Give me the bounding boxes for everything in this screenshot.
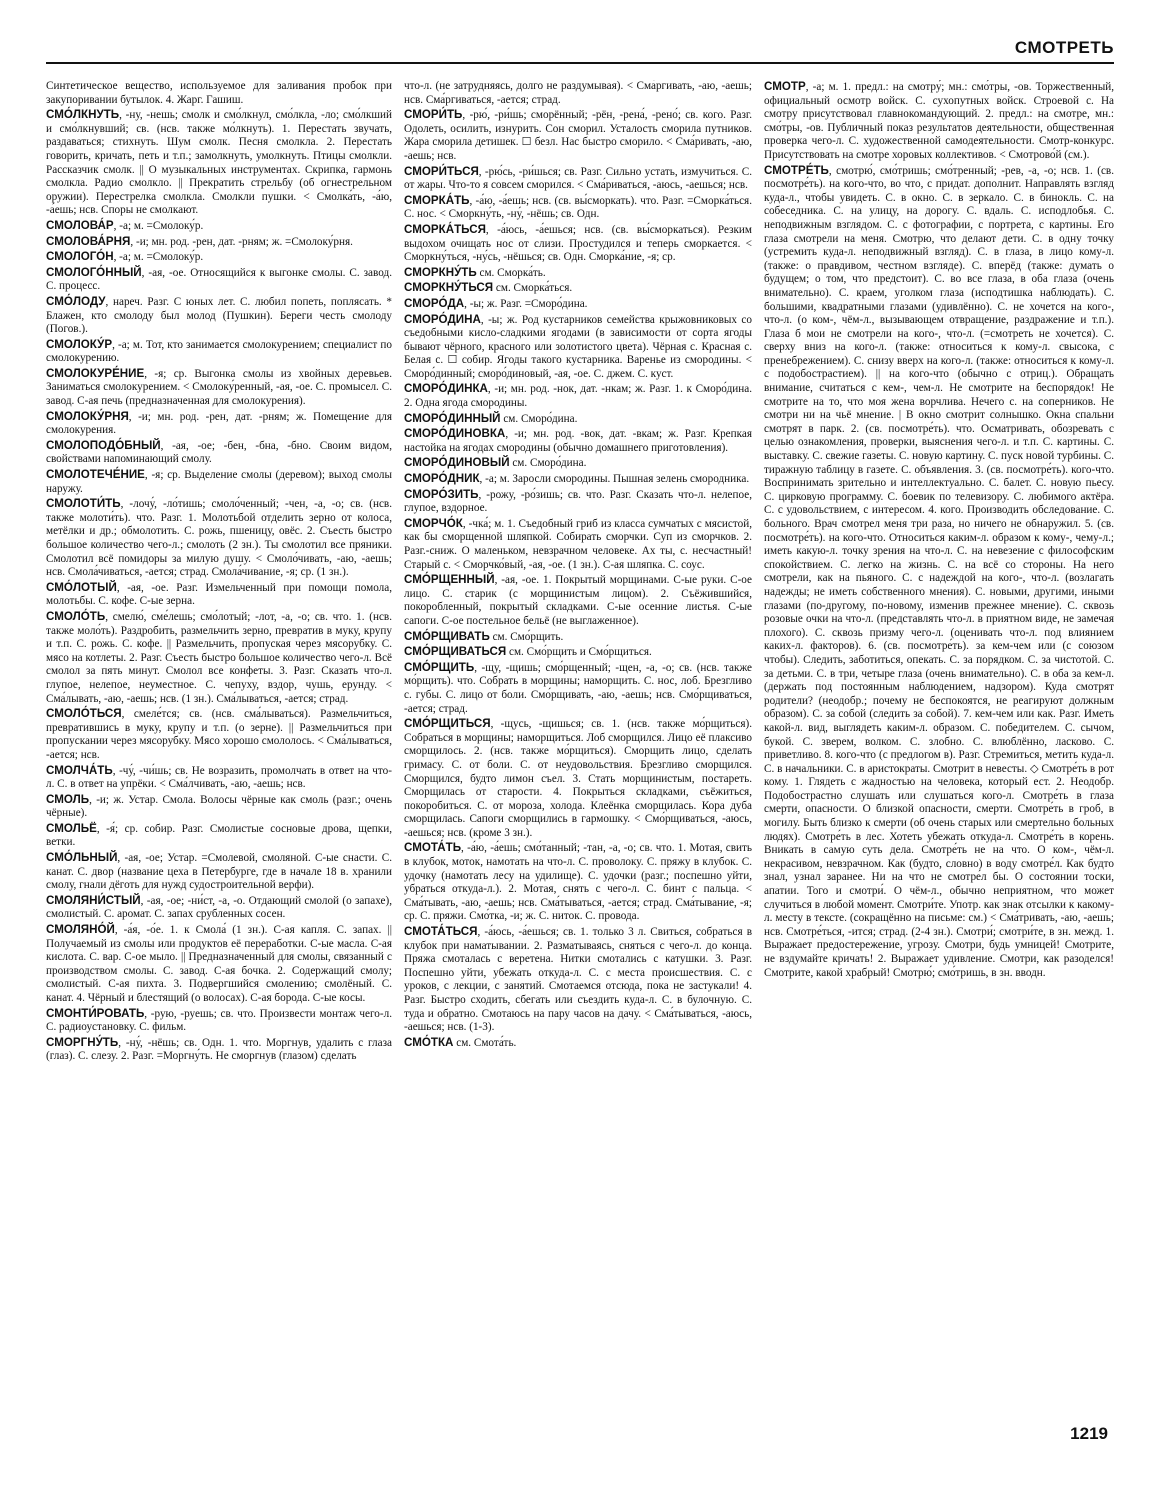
entry-definition: , -я; ср. Выгонка смолы из хвойных деревьев. Заниматься смолокурением. < Смолоку́ренный, -ая, -ое. С. промысел. С. завод. С-ая печь (предназначенная для смолокурения). bbox=[46, 367, 392, 408]
entry-headword: СМОЛЧА́ТЬ bbox=[46, 763, 113, 777]
entry-definition: см. Смота́ть. bbox=[453, 1036, 517, 1049]
entry-headword: СМОРО́ЗИТЬ bbox=[404, 487, 479, 501]
dictionary-entry bbox=[46, 367, 392, 409]
dictionary-entry bbox=[46, 581, 392, 609]
running-head: СМОТРЕТЬ bbox=[1014, 38, 1114, 57]
dictionary-entry bbox=[404, 472, 752, 487]
entry-headword: СМОТА́ТЬСЯ bbox=[404, 925, 478, 939]
dictionary-entry bbox=[46, 295, 392, 337]
dictionary-entry bbox=[46, 851, 392, 893]
entry-definition: , -а́юсь, -а́ешься; св. 1. только 3 л. Свиться, собраться в клубок при наматывании. 2. Разматываясь, сняться с чего-л. до конца. Пряжа смоталась с веретена. Нитки смотались с катушки. 3. Разг. Поспешно уйти, убежать откуда-л. С. с места происшествия. С. с уроков, с лекции, с занятий. Смотаемся отсюда, пока не застукали! 4. Разг. Быстро сходить, сбегать или съездить куда-л. С. в булочную. С. туда и обратно. Смотаюсь на пару часов на дачу. < Сма́тываться, -аюсь, -аешься; нсв. (1-3). bbox=[404, 926, 752, 1034]
entry-definition: , -ы; ж. Род кустарников семейства крыжовниковых со съедобными кисло-сладкими ягодами (в зависимости от сорта ягоды бывают чёрного, красного или золотистого цвета). Чёрная с. Красная с. Белая с. ☐ собир. Ягоды такого кустарника. Варенье из смородины. < Сморо́динный; сморо́диновый, -ая, -ое. С. джем. С. куст. bbox=[404, 313, 752, 380]
entry-headword: СМО́ЛЬНЫЙ bbox=[46, 851, 118, 865]
entry-definition: , -рожу, -ро́зишь; св. что. Разг. Сказать что-л. нелепое, глупое, вздорное. bbox=[404, 488, 752, 515]
dictionary-entry bbox=[404, 165, 752, 193]
entry-definition: , -а; м. 1. предл.: на смотру́; мн.: смо́тры, -ов. Торжественный, официальный осмотр войск. С. сухопутных войск. Строевой с. На смотру присутствовал главнокомандующий. 2. предл.: на смотре, мн.: смо́тры, -ов. Публичный показ результатов деятельности, общественная проверка чего-л. С. художественной самодеятельности. Смотр-конкурс. Присутствовать на смотре хоровых коллективов. < Смотрово́й (см.). bbox=[764, 81, 1114, 161]
entry-definition: что-л. (не затрудняясь, долго не раздумывая). < Сма́ргивать, -аю, -аешь; нсв. Сма́ргиваться, -ается; страд. bbox=[404, 80, 752, 106]
entry-definition: , -рую, -руешь; св. что. Произвести монтаж чего-л. С. радиоустановку. С. фильм. bbox=[46, 1007, 392, 1034]
entry-headword: СМОЛОВА́Р bbox=[46, 218, 114, 232]
entry-definition: , -ая, -ое. Относящийся к выгонке смолы. С. завод. С. процесс. bbox=[46, 266, 392, 293]
entry-definition: , -а́юсь, -а́ешься; нсв. (св. вы́сморкаться). Резким выдохом очищать нос от слизи. Простудился и теперь сморкается. < Сморкну́ться, -ну́сь, -нёшься; св. Одн. Сморка́ние, -я; ср. bbox=[404, 223, 752, 264]
dictionary-entry bbox=[404, 517, 752, 572]
entry-definition: , -и; мн. род. -нок, дат. -нкам; ж. Разг. 1. к Сморо́дина. 2. Одна ягода смородины. bbox=[404, 383, 752, 410]
dictionary-entry bbox=[404, 382, 752, 410]
entry-headword: СМОЛОВА́РНЯ bbox=[46, 234, 131, 248]
dictionary-entry bbox=[404, 1036, 752, 1051]
dictionary-entry bbox=[404, 281, 752, 296]
entry-definition: , -ая, -ое; Устар. =Смолевой, смоляной. С-ые снасти. С. канат. С. двор (название цеха в Петербурге, где в начале 18 в. хранили смолу, гнали дёготь для нужд судостроительной верфи). bbox=[46, 852, 392, 892]
entry-definition: , -и; мн. род. -вок, дат. -вкам; ж. Разг. Крепкая настойка на ягодах смородины (обычно домашнего приготовления). bbox=[404, 428, 752, 454]
dictionary-entry bbox=[46, 468, 392, 496]
entry-definition: , -ы; ж. Разг. =Сморо́дина. bbox=[464, 297, 588, 310]
entry-headword: СМОЛОПОДО́БНЫЙ bbox=[46, 438, 161, 452]
dictionary-entry bbox=[404, 412, 752, 427]
entry-definition: , -я; ср. Выделение смолы (деревом); выход смолы наружу. bbox=[46, 469, 392, 495]
entry-headword: СМОРКНУ́ТЬСЯ bbox=[404, 281, 494, 295]
column-2 bbox=[404, 80, 752, 1420]
dictionary-entry bbox=[46, 410, 392, 438]
entry-headword: СМОРЧО́К bbox=[404, 516, 463, 530]
entry-headword: СМОРКА́ТЬ bbox=[404, 193, 470, 207]
dictionary-entry bbox=[46, 266, 392, 294]
dictionary-entry bbox=[46, 707, 392, 762]
entry-definition: , -ну, -нешь; смолк и смо́лкнул, смо́лкла, -ло; смо́лкший и смо́лкнувший; св. (нсв. также мо́лкнуть). 1. Перестать звучать, раздаваться; стихнуть. Шум смолк. Песня смолкла. 2. Перестать говорить, кричать, петь и т.п.; замолкнуть, умолкнуть. Птицы смолкли. Рассказчик смолк. || О музыкальных инструментах. Скрипка, гармонь смолкла. Радио смолкло. || Прекратить стрельбу (об огнестрельном оружии). Перестрелка смолкла. Смолкли пушки. < Смолка́ть, -а́ю, -а́ешь; нсв. Споры не смолкают. bbox=[46, 109, 392, 217]
entry-headword: СМО́РЩИВАТЬСЯ bbox=[404, 645, 507, 659]
entry-definition: , -а́ю, -а́ешь; смо́танный; -тан, -а, -о; св. что. 1. Мотая, свить в клубок, моток, намотать на что-л. С. проволоку. С. пряжу в клубок. С. удочку (намотать лесу на удилище). С. удочки (разг.; поспешно уйти, убраться откуда-л.). 2. Мотая, снять с чего-л. С. бинт с пальца. < Сма́тывать, -аю, -аешь; нсв. Сма́тываться, -ается; страд. Сма́тывание, -я; ср. С. пряжи. Смо́тка, -и; ж. С. ниток. С. провода. bbox=[404, 842, 752, 923]
entry-definition: , -а; м. Тот, кто занимается смолокурением; специалист по смолокурению. bbox=[46, 338, 392, 365]
entry-headword: СМО́РЩИТЬ bbox=[404, 660, 475, 674]
entry-definition: , -ну́, -нёшь; св. Одн. 1. что. Моргнув, удалить с глаза (глаз). С. слезу. 2. Разг. =Моргну́ть. Не сморгнув (глазом) сделать bbox=[46, 1036, 392, 1063]
entry-definition: , -ая, -ое; -бен, -бна, -бно. Своим видом, свойствами напоминающий смолу. bbox=[46, 439, 392, 466]
entry-definition: , смотрю́, смо́тришь; смо́тренный; -рев, -а, -о; нсв. 1. (св. посмотре́ть). на кого-что, во что, с придат. дополнит. Направлять взгляд куда-л., чтобы увидеть. С. в окно. С. в зеркало. С. в бинокль. С. на собеседника. С. на улицу, на дорогу. С. вдаль. С. исподлобья. С. неподвижным взглядом. С. с фотографии, с портрета, с картины. Его глаза смотрели на меня. Смотрю, что делают дети. С. в одну точку (устремить куда-л. неподвижный взгляд). С. в глаза, в лицо кому-л. (также: о правдивом, честном взгляде). С. вперёд (также: думать о будущем; о том, что предстоит). С. во все глаза, в оба глаза (очень внимательно). С. краем, уголком глаза (исподтишка наблюдать). С. большими, квадратными глазами (удивлённо). С. не хочется на кого-, что-л. (о ком-, чём-л., вызывающем отвращение, раздражение и т.п.). Глаза б мои не смотрели на кого-, что-л. (=смотреть не хочется). С. сверху вниз на кого-л. (также: относиться к кому-л. свысока, с пренебрежением). С. снизу вверх на кого-л. (также: относиться к кому-л. с подобострастием). || на кого-что (обычно с отриц.). Обращать внимание, считаться с кем-, чем-л. Не смотрите на беспорядок! Не смотрите на то, что моя жена ворчлива. Нечего с. на соперников. Не смотри ни на чьё мнение. | В окно смотрит солнышко. Окна спальни смотрят в парк. 2. (св. посмотре́ть). что. Осматривать, обозревать с целью ознакомления, проверки, выяснения чего-л. и т.п. С. картины. С. выставку. С. свежие газеты. С. новую картину. С. пуск новой турбины. С. тиражную таблицу в газете. С. объявления. 3. (св. посмотре́ть). кого-что. Воспринимать зрительно и интеллектуально. С. балет. С. новую пьесу. С. цирковую программу. С. боевик по телевизору. С. любимого актёра. С. с удовольствием, с интересом. 4. кого. Производить обследование. С. больного. Врач смотрел меня три раза, но ничего не обнаружил. 5. (св. посмотре́ть). на кого-что. Относиться каким-л. образом к кому-, чему-л.; иметь какую-л. точку зрения на что-л. С. на невезение с философским спокойствием. С. легко на жизнь. С. на всё со стороны. На него смотрели, как на пьяного. С. с надеждой на кого-, что-л. (возлагать надежды; не иметь собственного мнения). С. новыми, другими, иными глазами (по-другому, по-новому, изменив прежнее мнение). С. сквозь розовые очки на что-л. (представлять что-л. в приятном виде, не замечая плохого). С. сквозь призму чего-л. (оценивать что-л. под влиянием каких-л. факторов). 6. (св. посмотре́ть). за кем-чем или (с союзом чтобы). Следить, заботиться, опекать. С. за порядком. С. за чистотой. С. за детьми. С. в три, четыре глаза (очень внимательно). С. в оба за кем-л. (держать под постоянным наблюдением, надзором). Куда смотрят родители? (неодобр.; почему не беспокоятся, не реагируют должным образом). С. за собой (следить за собой). 7. кем-чем или как. Разг. Иметь какой-л. вид, выглядеть каким-л. образом. С. победителем. С. сычом, букой. С. зверем, волком. С. злобно. С. влюблённо, ласково. С. приветливо. 8. кого-что (с предлогом в). Разг. Стремиться, метить куда-л. С. в начальники. С. в аристократы. Смотрит в невесты. ◇ Смотре́ть в рот кому. 1. Глядеть с жадностью на человека, который ест. 2. Неодобр. Подобострастно слушать или слушаться кого-л. Смотре́ть в глаза смерти, опасности. О близкой опасности, смерти. Смотре́ть в гроб, в могилу. Быть близко к смерти (об очень старых или смертельно больных людях). Смотре́ть в лес. Хотеть убежать откуда-л. Смотре́ть в корень. Вникать в самую суть дела. Смотре́ть не на что. О ком-, чём-л. некрасивом, невзрачном. Как (будто, словно) в воду смотре́л. Как будто знал, узнал заранее. Ни на что не смотре́л бы. О состоянии тоски, апатии. Того и смотри́. О чём-л., обычно неприятном, что может случиться в любой момент. Смотри́те. Употр. как знак отсылки к какому-л. месту в тексте. (сокращённо на письме: см.) < Сма́тривать, -аю, -аешь; нсв. Смотре́ться, -ится; страд. (2-4 зн.). Смотри́; смотри́те, в зн. межд. 1. Выражает предостережение, угрозу. Смотри, будь умницей! Смотрите, не вздумайте кричать! 2. Выражает удивление. Смотри, как разоделся! Смотрите, какой храбрый! Смотрю́; смо́тришь, в зн. вводн. bbox=[764, 164, 1114, 979]
entry-headword: СМОЛОГО́Н bbox=[46, 250, 114, 264]
dictionary-entry bbox=[46, 250, 392, 265]
dictionary-entry bbox=[404, 80, 752, 107]
entry-headword: СМОНТИ́РОВАТЬ bbox=[46, 1006, 145, 1020]
dictionary-entry bbox=[404, 488, 752, 516]
entry-headword: СМОЛОТЕЧЕ́НИЕ bbox=[46, 468, 145, 482]
entry-definition: , -а́ю, -а́ешь; нсв. (св. вы́сморкать). что. Разг. =Сморка́ться. С. нос. < Сморкну́ть, -ну́, -нёшь; св. Одн. bbox=[404, 194, 752, 221]
dictionary-entry bbox=[404, 108, 752, 163]
entry-headword: СМОЛЬ bbox=[46, 792, 90, 806]
entry-headword: СМОРКНУ́ТЬ bbox=[404, 265, 477, 279]
entry-definition: , -и; мн. род. -рен, дат. -рням; ж. =Смолоку́рня. bbox=[130, 235, 353, 248]
entry-headword: СМОРО́ДИНА bbox=[404, 312, 481, 326]
entry-headword: СМОРО́ДА bbox=[404, 296, 465, 310]
entry-headword: СМОТР bbox=[764, 80, 806, 93]
column-1 bbox=[46, 80, 392, 1420]
entry-definition: , -чка́; м. 1. Съедобный гриб из класса сумчатых с мясистой, как бы сморщенной шляпкой. Собирать сморчки. Суп из сморчков. 2. Разг.-сниж. О маленьком, невзрачном человеке. Ах ты, с. несчастный! Старый с. < Сморчко́вый, -ая, -ое. (1 зн.). С-ая шляпка. С. соус. bbox=[404, 517, 752, 571]
entry-definition: , нареч. Разг. С юных лет. С. любил попеть, поплясать. * Блажен, кто смолоду был молод (Пушкин). Береги честь смолоду (Погов.). bbox=[46, 295, 392, 336]
entry-headword: СМОРГНУ́ТЬ bbox=[46, 1035, 119, 1049]
dictionary-entry bbox=[46, 764, 392, 792]
entry-headword: СМОРИ́ТЬ bbox=[404, 108, 463, 122]
dictionary-entry bbox=[46, 235, 392, 250]
dictionary-entry bbox=[46, 439, 392, 467]
entry-definition: , -а; м. =Смолоку́р. bbox=[113, 219, 204, 232]
dictionary-entry bbox=[46, 923, 392, 1006]
entry-definition: см. Сморо́дина. bbox=[500, 412, 578, 425]
entry-headword: СМО́ТКА bbox=[404, 1035, 454, 1049]
entry-headword: СМОЛОКУ́Р bbox=[46, 337, 113, 351]
entry-headword: СМОРО́ДИНОВКА bbox=[404, 427, 506, 441]
dictionary-entry bbox=[404, 925, 752, 1035]
dictionary-entry bbox=[764, 80, 1114, 163]
entry-definition: см. Сморо́дина. bbox=[509, 457, 587, 470]
entry-definition: , -лочу́, -ло́тишь; смоло́ченный; -чен, -а, -о; св. (нсв. также молоти́ть). что. Разг. 1. Молотьбой отделить зерно от колоса, метёлки и др.; обмолотить. С. рожь, пшеницу, овёс. 2. Съесть быстро большое количество чего-л.; смолоть (2 зн.). Ты смолотил все пряники. Смолотил всё помидоры за милую душу. < Смоло́чивать, -аю, -аешь; нсв. Смола́чиваться, -ается; страд. Смола́чивание, -я; ср. (1 зн.). bbox=[46, 498, 392, 579]
dictionary-entry bbox=[404, 313, 752, 382]
dictionary-entry bbox=[764, 164, 1114, 981]
entry-definition: , -а́я, -о́е. 1. к Смола́ (1 зн.). С-ая капля. С. запах. || Получаемый из смолы или продуктов её переработки. С-ые масла. С-ая кислота. С. вар. С-ое мыло. || Предназначенный для смолы, связанный с производством смолы. С. завод. С-ая бочка. 2. Содержащий смолу; смолистый. С-ая пихта. 3. Подвергшийся смолению; смолёный. С. канат. 4. Чёрный и блестящий (о волосах). С-ая борода. С-ые косы. bbox=[46, 924, 392, 1004]
dictionary-entry bbox=[404, 573, 752, 628]
dictionary-entry bbox=[46, 610, 392, 706]
dictionary-entry bbox=[46, 108, 392, 218]
column-3 bbox=[764, 80, 1114, 1420]
dictionary-entry bbox=[46, 80, 392, 107]
dictionary-entry bbox=[404, 645, 752, 660]
entry-headword: СМОТРЕ́ТЬ bbox=[764, 163, 829, 177]
entry-definition: см. Сморка́ть. bbox=[476, 266, 546, 279]
entry-definition: , -чу́, -чи́шь; св. Не возразить, промолчать в ответ на что-л. С. в ответ на упрёки. < Сма́лчивать, -аю, -аешь; нсв. bbox=[46, 764, 392, 791]
entry-definition: , -рю́сь, -ри́шься; св. Разг. Сильно устать, измучиться. С. от жары. Что-то я совсем сморился. < Сма́риваться, -аюсь, -аешься; нсв. bbox=[404, 165, 752, 192]
dictionary-entry bbox=[404, 297, 752, 312]
entry-definition: , -ая, -ое. 1. Покрытый морщинами. С-ые руки. С-ое лицо. С. старик (с морщинистым лицом). 2. Съёжившийся, покоробленный, покрытый складками. С-ые осенние листья. С-ые сапоги. С-ое постельное бельё (не выглаженное). bbox=[404, 574, 752, 627]
entry-headword: СМОЛО́ТЬСЯ bbox=[46, 707, 122, 721]
entry-headword: СМОЛОТИ́ТЬ bbox=[46, 497, 121, 511]
entry-definition: , -ая, -ое; -ни́ст, -а, -о. Отдающий смолой (о запахе), смолистый. С. аромат. С. запах срубленных сосен. bbox=[46, 894, 392, 921]
entry-headword: СМОРИ́ТЬСЯ bbox=[404, 164, 479, 178]
entry-headword: СМО́ЛОТЫЙ bbox=[46, 580, 117, 594]
dictionary-entry bbox=[404, 717, 752, 840]
entry-headword: СМОРКА́ТЬСЯ bbox=[404, 222, 486, 236]
entry-headword: СМОРО́ДИНКА bbox=[404, 382, 488, 396]
header-rule bbox=[46, 62, 1114, 64]
entry-headword: СМО́ЛКНУТЬ bbox=[46, 108, 120, 122]
entry-definition: см. Сморка́ться. bbox=[493, 282, 573, 295]
entry-headword: СМОРО́ДИНОВЫЙ bbox=[404, 456, 510, 470]
entry-headword: СМО́РЩИТЬСЯ bbox=[404, 717, 491, 731]
dictionary-entry bbox=[46, 1007, 392, 1035]
entry-headword: СМОЛО́ТЬ bbox=[46, 609, 106, 623]
entry-headword: СМОЛЯНО́Й bbox=[46, 923, 115, 937]
dictionary-entry bbox=[46, 894, 392, 922]
dictionary-entry bbox=[404, 630, 752, 645]
dictionary-entry bbox=[46, 338, 392, 366]
dictionary-entry bbox=[46, 219, 392, 234]
entry-definition: , -а; м. =Смолоку́р. bbox=[113, 251, 204, 264]
dictionary-entry bbox=[46, 497, 392, 580]
dictionary-entry bbox=[404, 223, 752, 265]
entry-definition: , смелю́, сме́лешь; смо́лотый; -лот, -а, -о; св. что. 1. (нсв. также моло́ть). Раздробить, размельчить зерно, превратив в муку, крупу и т.п. С. рожь. С. кофе. || Размельчить, пропуская через мясорубку. С. мясо на котлеты. 2. Разг. Съесть быстро большое количество чего-л. Всё смолол за пять минут. Смолол все конфеты. 3. Разг. Сказать что-л. глупое, нелепое, неуместное. С. чепуху, вздор, чушь, ерунду. < Сма́лывать, -аю, -аешь; нсв. (1 зн.). Сма́лываться, -ается; страд. bbox=[46, 610, 392, 705]
dictionary-entry bbox=[404, 266, 752, 281]
dictionary-entry bbox=[404, 427, 752, 455]
entry-definition: , -я́; ср. собир. Разг. Смолистые сосновые дрова, щепки, ветки. bbox=[46, 822, 392, 849]
dictionary-entry bbox=[46, 793, 392, 821]
entry-definition: Синтетическое вещество, используемое для заливания пробок при закупоривании бутылок. 4. Жарг. Гашиш. bbox=[46, 80, 392, 106]
entry-definition: , -щу, -щишь; смо́рщенный; -щен, -а, -о; св. (нсв. также мо́рщить). что. Собрать в морщины; наморщить. С. нос, лоб. Брезгливо с. губы. С. лицо от боли. Смо́рщивать, -аю, -аешь; нсв. Смо́рщиваться, -ается; страд. bbox=[404, 661, 752, 715]
dictionary-entry bbox=[404, 194, 752, 222]
entry-headword: СМОРО́ДНИК bbox=[404, 472, 480, 486]
entry-headword: СМОЛЯНИ́СТЫЙ bbox=[46, 893, 141, 907]
entry-definition: , -щусь, -щишься; св. 1. (нсв. также мо́рщиться). Собраться в морщины; наморщиться. Лоб сморщился. Лицо её плаксиво сморщилось. 2. (нсв. также мо́рщиться). Сморщить лицо, сделать гримасу. С. от боли. С. от неудовольствия. Брезгливо сморщился. Сморщился, будто лимон съел. 3. Стать морщинистым, постареть. Сморщилась от старости. 4. Покрыться складками, съёжиться, покоробиться. С. от мороза, холода. Клеёнка сморщилась. Кора дуба сморщилась. Сапоги сморщились в гармошку. < Смо́рщиваться, -аюсь, -аешься; нсв. (кроме 3 зн.). bbox=[404, 718, 752, 839]
entry-headword: СМО́РЩИВАТЬ bbox=[404, 629, 490, 643]
entry-definition: см. Смо́рщить и Смо́рщиться. bbox=[506, 646, 652, 659]
dictionary-entry bbox=[404, 661, 752, 716]
entry-definition: , смеле́тся; св. (нсв. сма́лываться). Размельчиться, превратившись в муку, крупу и т.п. (о зерне). || Размельчиться при пропускании через мясорубку. Мясо хорошо смололось. < Сма́лываться, -ается; нсв. bbox=[46, 708, 392, 761]
dictionary-entry bbox=[46, 1036, 392, 1064]
entry-definition: , -и; ж. Устар. Смола. Волосы чёрные как смоль (разг.; очень чёрные). bbox=[46, 793, 392, 820]
entry-headword: СМОТА́ТЬ bbox=[404, 841, 462, 855]
dictionary-entry bbox=[46, 822, 392, 850]
entry-headword: СМОЛОКУРЕ́НИЕ bbox=[46, 366, 145, 380]
entry-definition: , -а; м. Заросли смородины. Пышная зелень смородника. bbox=[479, 473, 750, 486]
entry-headword: СМОЛЬЁ bbox=[46, 821, 97, 835]
entry-definition: , -рю́, -ри́шь; сморённый; -рён, -рена́, -рено́; св. кого. Разг. Одолеть, осилить, изнурить. Сон сморил. Усталость сморила путников. Жара сморила детишек. ☐ безл. Нас быстро сморило. < Сма́ривать, -аю, -аешь; нсв. bbox=[404, 109, 752, 162]
entry-headword: СМОЛОГО́ННЫЙ bbox=[46, 265, 142, 279]
entry-definition: , -ая, -ое. Разг. Измельченный при помощи помола, молотьбы. С. кофе. С-ые зерна. bbox=[46, 581, 392, 608]
entry-headword: СМОРО́ДИННЫЙ bbox=[404, 411, 501, 425]
entry-headword: СМО́ЛОДУ bbox=[46, 294, 106, 308]
entry-headword: СМОЛОКУ́РНЯ bbox=[46, 409, 129, 423]
entry-definition: , -и; мн. род. -рен, дат. -рням; ж. Помещение для смолокурения. bbox=[46, 410, 392, 437]
dictionary-entry bbox=[404, 456, 752, 471]
dictionary-entry bbox=[404, 841, 752, 924]
entry-headword: СМО́РЩЕННЫЙ bbox=[404, 573, 495, 587]
entry-definition: см. Смо́рщить. bbox=[489, 630, 564, 643]
page-number: 1219 bbox=[1070, 1424, 1108, 1443]
